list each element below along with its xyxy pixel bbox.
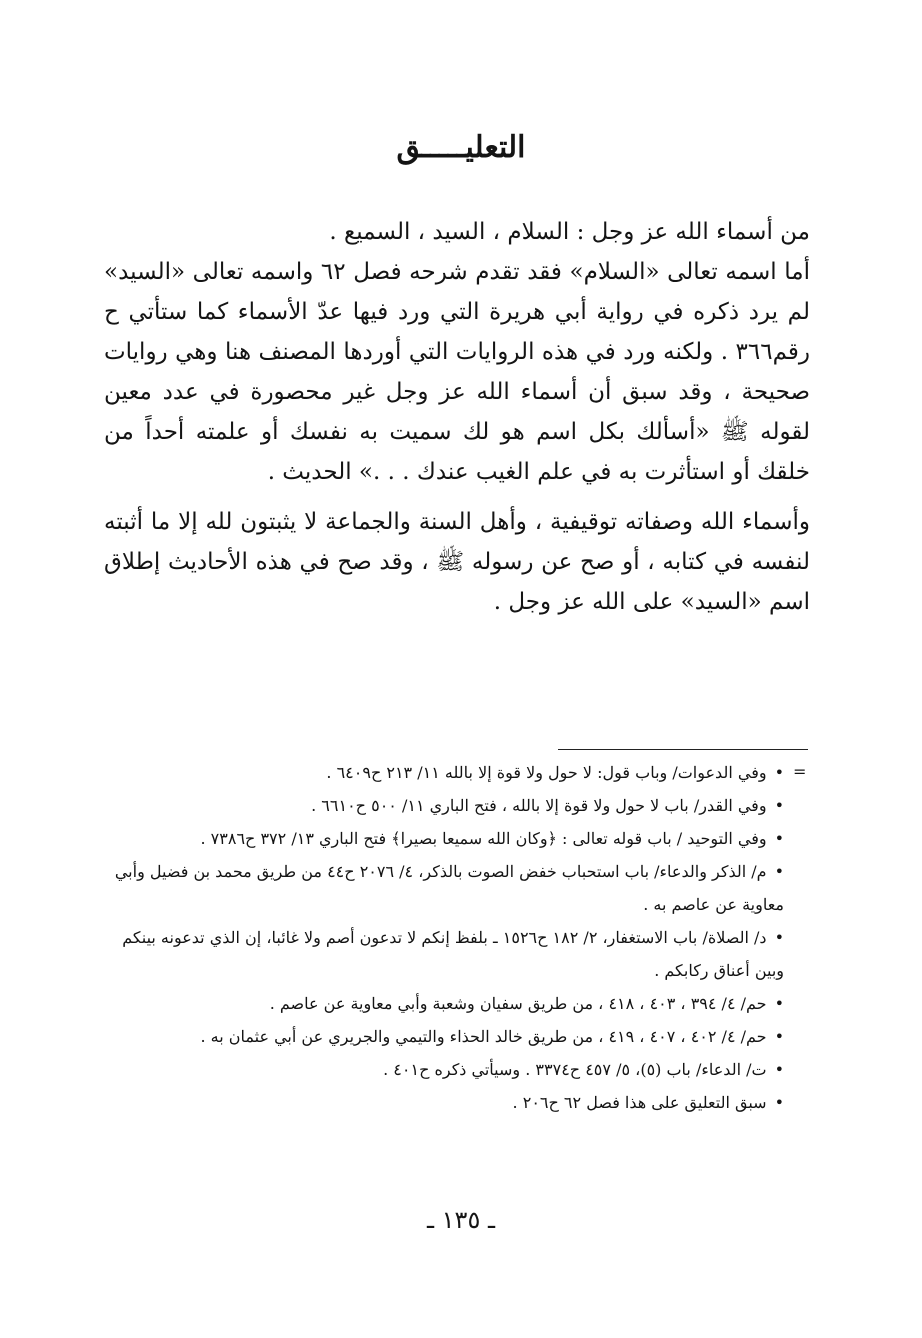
bullet-icon: • xyxy=(774,862,784,881)
bullet-icon: • xyxy=(774,928,784,947)
commentary-body xyxy=(104,212,810,622)
footnote-item xyxy=(104,1053,784,1086)
footnote-text: م/ الذكر والدعاء/ باب استحباب خفض الصوت بالذكر، ٤/ ٢٠٧٦ ح٤٤ من طريق محمد بن فضيل وأبي معاوية عن عاصم به . xyxy=(114,862,784,914)
bullet-icon: • xyxy=(774,763,784,782)
footnote-text: وفي القدر/ باب لا حول ولا قوة إلا بالله ، فتح الباري ١١/ ٥٠٠ ح٦٦١٠ . xyxy=(311,796,767,815)
footnote-item xyxy=(104,1086,784,1119)
footnote-text: وفي الدعوات/ وباب قول: لا حول ولا قوة إلا بالله ١١/ ٢١٣ ح٦٤٠٩ . xyxy=(326,763,767,782)
bullet-icon: • xyxy=(774,829,784,848)
section-title: التعليـــــق xyxy=(396,130,526,165)
footnote-item xyxy=(104,822,784,855)
footnote-item xyxy=(104,789,784,822)
footnote-item xyxy=(104,855,784,921)
bullet-icon: • xyxy=(774,1027,784,1046)
footnote-text: حم/ ٤/ ٤٠٢ ، ٤٠٧ ، ٤١٩ ، من طريق خالد الحذاء والتيمي والجريري عن أبي عثمان به . xyxy=(200,1027,767,1046)
page-number: ـ ١٣٥ ـ xyxy=(426,1206,495,1234)
footnote-separator xyxy=(558,749,808,750)
commentary-paragraph: وأسماء الله وصفاته توقيفية ، وأهل السنة والجماعة لا يثبتون لله إلا ما أثبته لنفسه في كتابه ، أو صح عن رسوله ﷺ ، وقد صح في هذه الأحاديث إطلاق اسم «السيد» على الله عز وجل . xyxy=(104,509,811,615)
footnote-text: سبق التعليق على هذا فصل ٦٢ ح٢٠٦ . xyxy=(512,1093,767,1112)
footnotes xyxy=(104,756,784,1119)
footnote-item xyxy=(104,756,784,789)
bullet-icon: • xyxy=(774,1060,784,1079)
footnote-item xyxy=(104,987,784,1020)
commentary-paragraph: أما اسمه تعالى «السلام» فقد تقدم شرحه فصل ٦٢ واسمه تعالى «السيد» لم يرد ذكره في رواية أبي هريرة التي ورد فيها عدّ الأسماء كما ستأتي ح رقم٣٦٦ . ولكنه ورد في هذه الروايات التي أوردها المصنف هنا وهي روايات صحيحة ، وقد سبق أن أسماء الله عز وجل غير محصورة في عدد معين لقوله ﷺ «أسألك بكل اسم هو لك سميت به نفسك أو علمته أحداً من خلقك أو استأثرت به في علم الغيب عندك . . .» الحديث . xyxy=(104,259,810,485)
footnote-text: ت/ الدعاء/ باب (٥)، ٥/ ٤٥٧ ح٣٣٧٤ . وسيأتي ذكره ح٤٠١ . xyxy=(383,1060,767,1079)
footnote-item xyxy=(104,1020,784,1053)
bullet-icon: • xyxy=(774,994,784,1013)
footnote-continuation-mark: = xyxy=(793,762,807,781)
bullet-icon: • xyxy=(774,1093,784,1112)
footnote-text: حم/ ٤/ ٣٩٤ ، ٤٠٣ ، ٤١٨ ، من طريق سفيان وشعبة وأبي معاوية عن عاصم . xyxy=(269,994,767,1013)
bullet-icon: • xyxy=(774,796,784,815)
footnote-item xyxy=(104,921,784,987)
footnote-text: د/ الصلاة/ باب الاستغفار، ٢/ ١٨٢ ح١٥٢٦ ـ بلفظ إنكم لا تدعون أصم ولا غائبا، إن الذي تدعونه بينكم وبين أعناق ركابكم . xyxy=(122,928,784,980)
commentary-paragraph: من أسماء الله عز وجل : السلام ، السيد ، السميع . xyxy=(329,219,810,245)
footnote-text: وفي التوحيد / باب قوله تعالى : ﴿وكان الله سميعا بصيرا﴾ فتح الباري ١٣/ ٣٧٢ ح٧٣٨٦ . xyxy=(200,829,767,848)
